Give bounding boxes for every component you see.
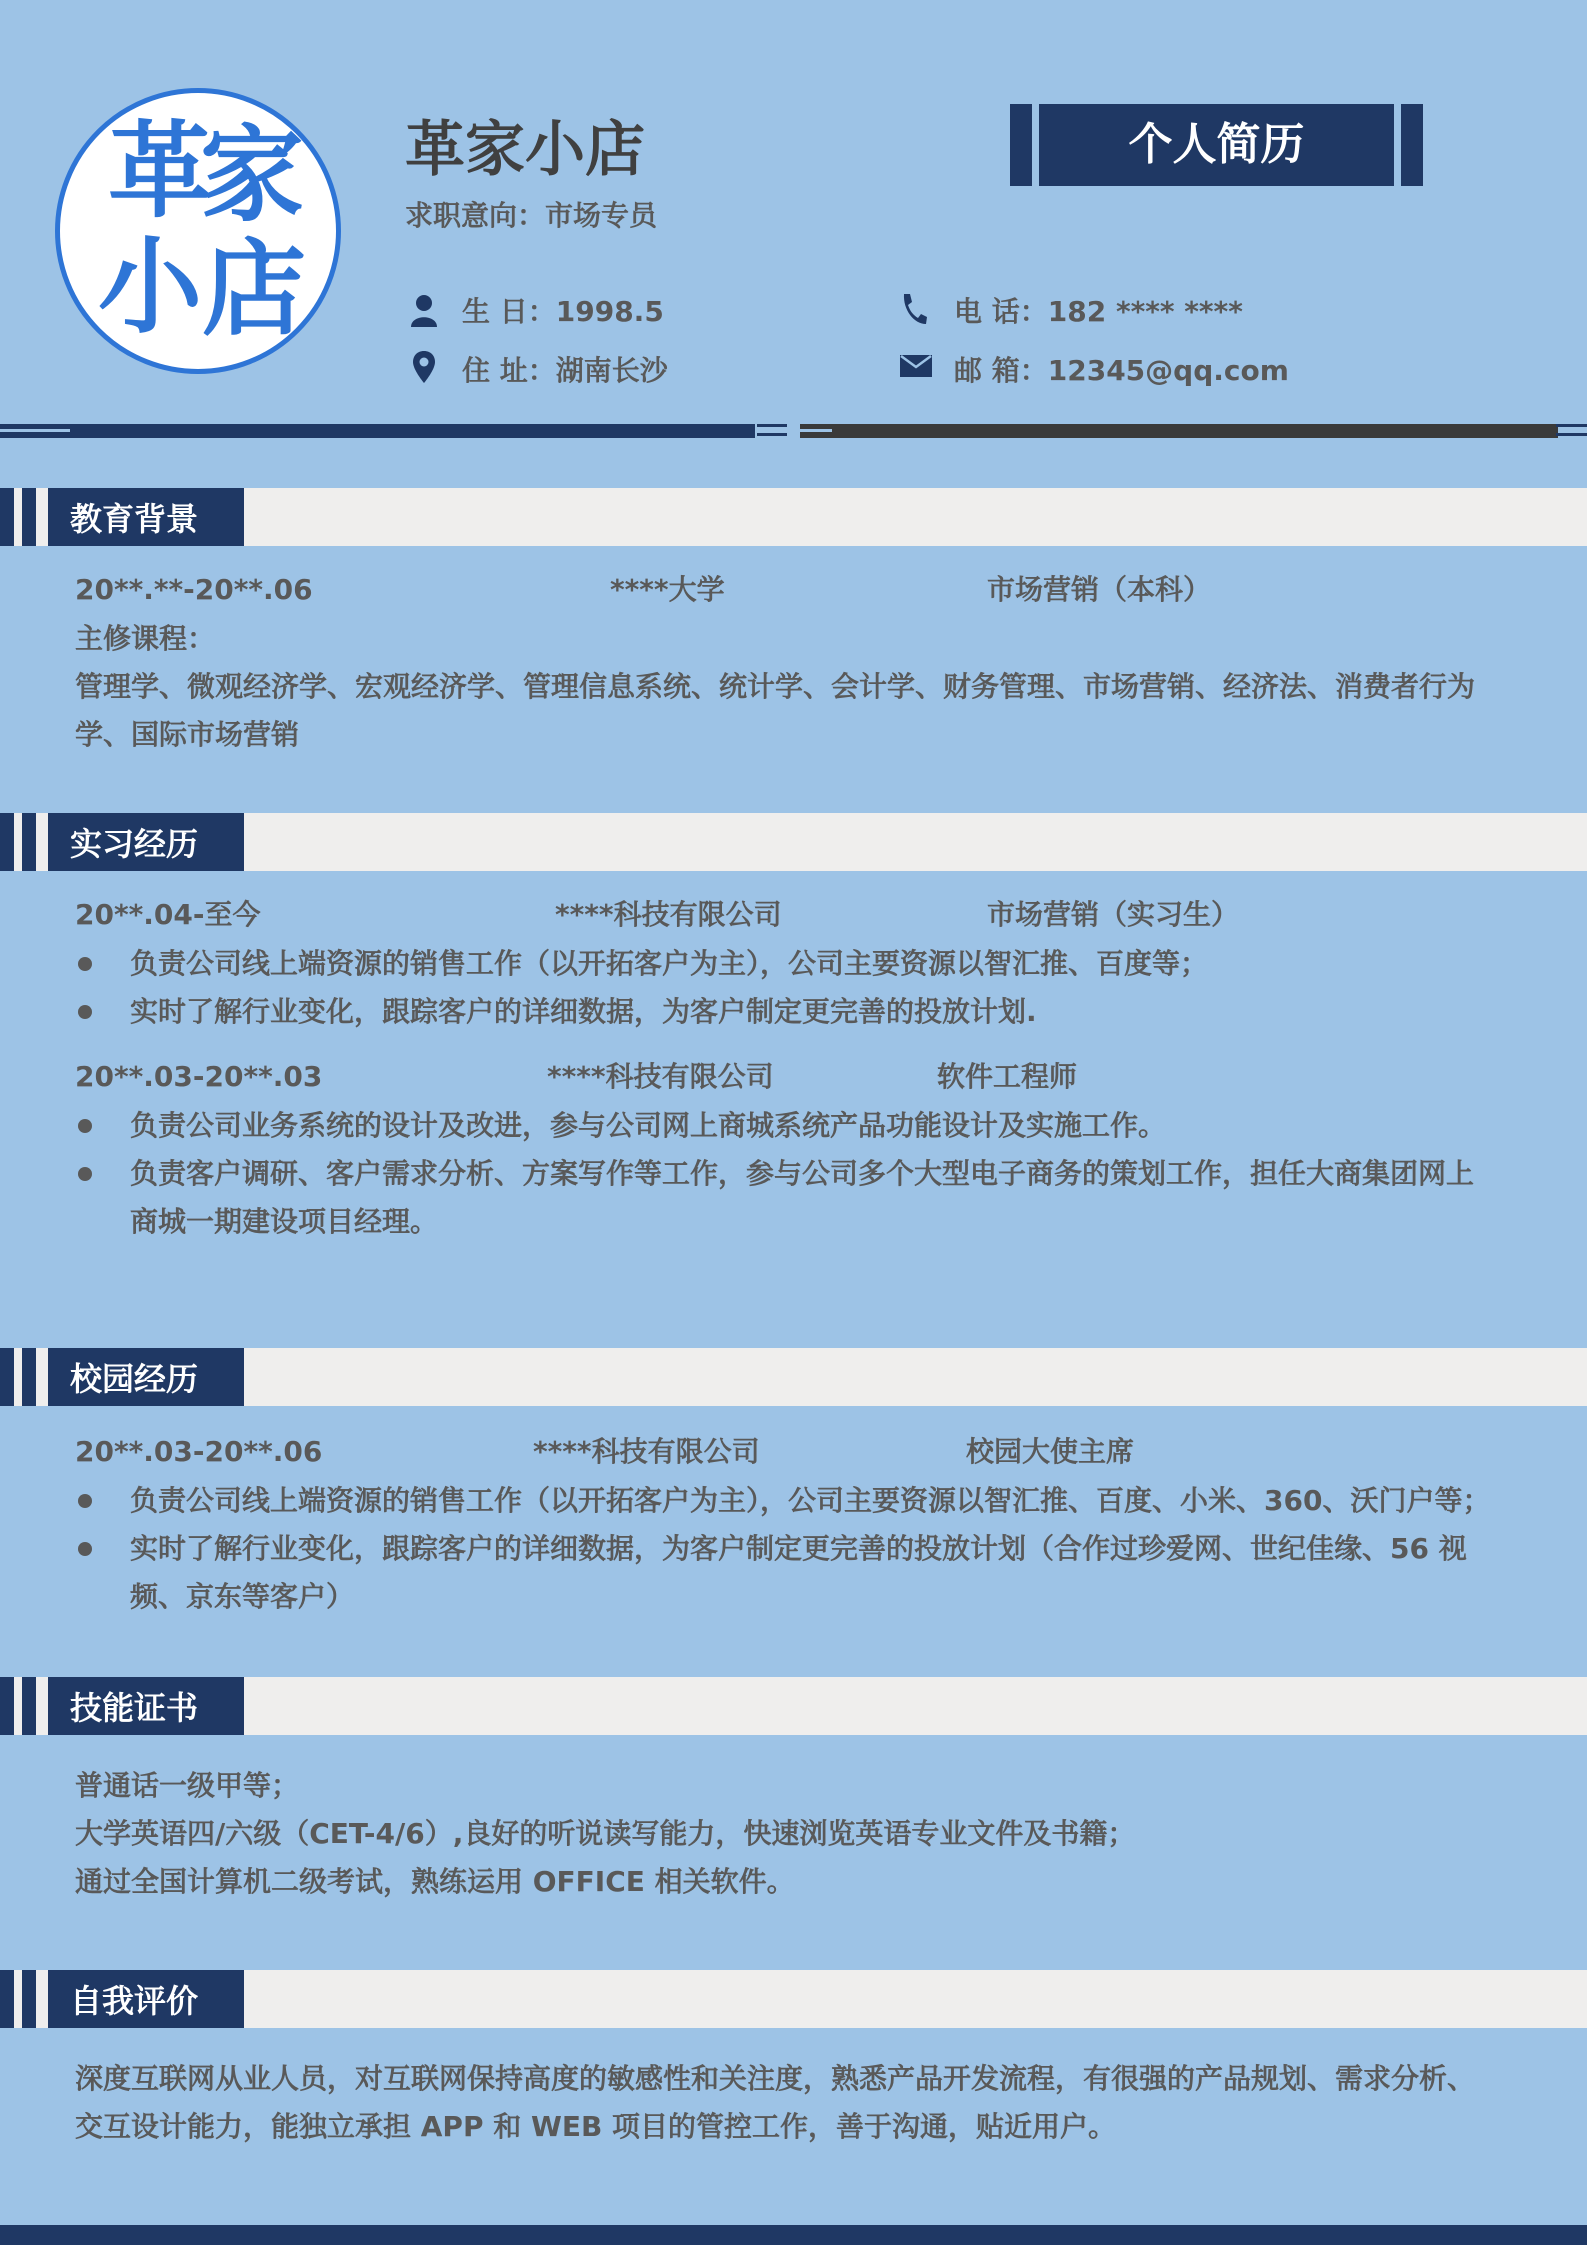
section-bar	[22, 813, 36, 871]
mail-icon	[900, 355, 932, 381]
divider-right	[800, 424, 1558, 438]
section-bar	[0, 1348, 14, 1406]
divider-left	[0, 424, 755, 438]
bullet-dot	[78, 1119, 92, 1133]
list-item: 负责公司线上端资源的销售工作（以开拓客户为主），公司主要资源以智汇推、百度、小米、360、沃门户等；	[130, 1484, 1491, 1517]
list-item: 负责公司线上端资源的销售工作（以开拓客户为主），公司主要资源以智汇推、百度等；	[130, 947, 1209, 980]
resume-badge: 个人简历	[1039, 104, 1394, 186]
divider-tick	[1556, 433, 1587, 436]
bullet-dot	[78, 1542, 92, 1556]
section-bar	[22, 1348, 36, 1406]
bottom-bar	[0, 2225, 1587, 2245]
internship-company: ****科技有限公司	[547, 1060, 774, 1093]
divider-tick	[757, 433, 787, 436]
courses-label: 主修课程：	[75, 622, 216, 655]
person-icon	[410, 294, 438, 332]
internship-role: 软件工程师	[937, 1060, 1078, 1093]
logo-char: 店	[202, 227, 307, 350]
education-school: ****大学	[610, 573, 725, 606]
courses-text: 管理学、微观经济学、宏观经济学、管理信息系统、统计学、会计学、财务管理、市场营销、经济法、消费者行为学、国际市场营销	[75, 670, 1476, 751]
section-title-internship: 实习经历	[48, 813, 244, 871]
section-title-self-eval: 自我评价	[48, 1970, 244, 2028]
section-title-skills: 技能证书	[48, 1677, 244, 1735]
birthday: 生 日：1998.5	[462, 295, 664, 328]
skill-line: 大学英语四/六级（CET-4/6）,良好的听说读写能力，快速浏览英语专业文件及书籍；	[75, 1817, 1136, 1850]
applicant-name: 革家小店	[405, 115, 645, 185]
self-eval-text: 深度互联网从业人员，对互联网保持高度的敏感性和关注度，熟悉产品开发流程，有很强的产品规划、需求分析、交互设计能力，能独立承担 APP 和 WEB 项目的管控工作，善于沟通，贴近用户。	[75, 2062, 1476, 2143]
address: 住 址：湖南长沙	[462, 354, 668, 387]
section-bar	[0, 488, 14, 546]
section-bar	[22, 1970, 36, 2028]
divider-gap	[0, 429, 70, 432]
badge-left-bar	[1010, 104, 1032, 186]
list-item: 实时了解行业变化，跟踪客户的详细数据，为客户制定更完善的投放计划（合作过珍爱网、世纪佳缘、56 视频、京东等客户）	[130, 1532, 1467, 1613]
logo-char: 小	[98, 225, 203, 348]
skill-line: 通过全国计算机二级考试，熟练运用 OFFICE 相关软件。	[75, 1865, 795, 1898]
bullet-dot	[78, 1167, 92, 1181]
internship-company: ****科技有限公司	[555, 898, 782, 931]
education-major: 市场营销（本科）	[987, 573, 1212, 606]
phone: 电 话：182 **** ****	[954, 295, 1243, 328]
internship-role: 市场营销（实习生）	[987, 898, 1240, 931]
list-item: 实时了解行业变化，跟踪客户的详细数据，为客户制定更完善的投放计划.	[130, 995, 1037, 1028]
education-period: 20**.**-20**.06	[75, 573, 313, 606]
section-bar	[22, 488, 36, 546]
email: 邮 箱：12345@qq.com	[954, 354, 1289, 387]
section-title-campus: 校园经历	[48, 1348, 244, 1406]
divider-gap	[800, 429, 832, 432]
section-bar	[0, 1970, 14, 2028]
section-title-education: 教育背景	[48, 488, 244, 546]
internship-period: 20**.03-20**.03	[75, 1060, 323, 1093]
section-bar	[0, 813, 14, 871]
list-item: 负责公司业务系统的设计及改进，参与公司网上商城系统产品功能设计及实施工作。	[130, 1109, 1167, 1142]
internship-period: 20**.04-至今	[75, 898, 261, 931]
logo-char: 家	[200, 113, 305, 236]
bullet-dot	[78, 957, 92, 971]
skill-line: 普通话一级甲等；	[75, 1769, 300, 1802]
job-intent: 求职意向：市场专员	[405, 199, 658, 232]
campus-company: ****科技有限公司	[533, 1435, 760, 1468]
bullet-dot	[78, 1494, 92, 1508]
location-pin-icon	[412, 350, 436, 388]
section-bar	[22, 1677, 36, 1735]
logo	[55, 88, 341, 374]
campus-period: 20**.03-20**.06	[75, 1435, 323, 1468]
divider-tick	[1556, 424, 1587, 427]
campus-role: 校园大使主席	[966, 1435, 1135, 1468]
divider-tick	[757, 424, 787, 427]
badge-right-bar	[1401, 104, 1423, 186]
logo-char: 革	[108, 109, 213, 232]
bullet-dot	[78, 1005, 92, 1019]
phone-icon	[900, 292, 928, 330]
list-item: 负责客户调研、客户需求分析、方案写作等工作，参与公司多个大型电子商务的策划工作，担任大商集团网上商城一期建设项目经理。	[130, 1157, 1475, 1238]
section-bar	[0, 1677, 14, 1735]
